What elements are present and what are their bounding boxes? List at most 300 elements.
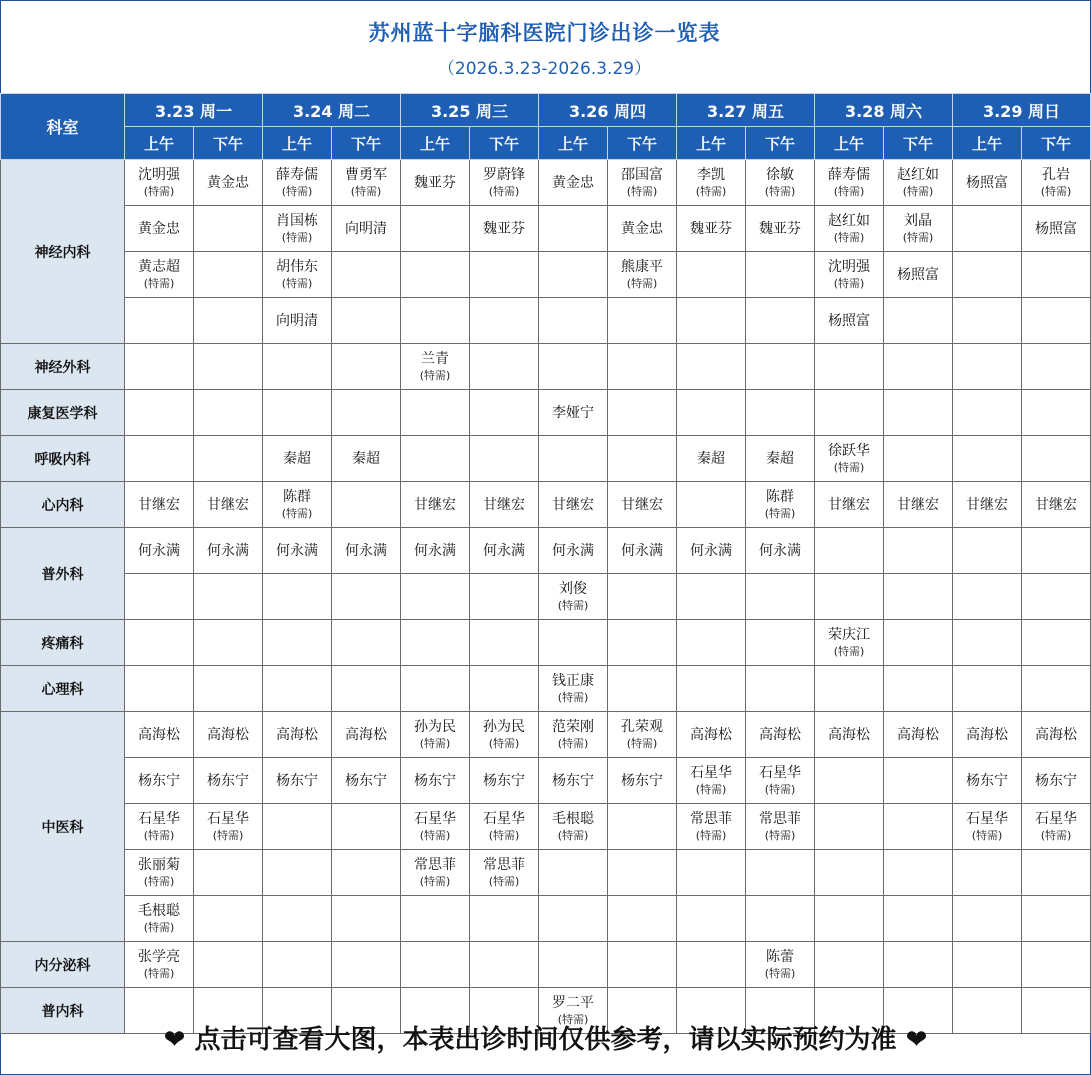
schedule-cell [884,896,953,942]
schedule-cell [815,206,884,252]
schedule-cell [263,666,332,712]
doctor-name: 石星华 [483,811,525,827]
special-clinic-tag: (特需) [419,829,451,842]
schedule-cell [125,482,194,528]
schedule-cell [401,482,470,528]
special-clinic-tag: (特需) [764,783,796,796]
doctor-name: 何永满 [345,542,387,559]
doctor-name: 常思菲 [414,857,456,873]
schedule-cell [194,252,263,298]
special-clinic-tag: (特需) [419,875,451,888]
schedule-cell [884,758,953,804]
doctor-name: 肖国栋 [276,213,318,229]
schedule-cell [1022,574,1091,620]
schedule-cell [953,574,1022,620]
department-label: 普外科 [1,528,125,620]
doctor-name: 甘继宏 [207,496,249,513]
schedule-cell [1022,482,1091,528]
schedule-cell [332,712,401,758]
schedule-cell [815,390,884,436]
doctor-name: 杨照富 [897,266,939,283]
half-day-header: 上午 [677,127,746,160]
schedule-cell [401,436,470,482]
schedule-cell [884,390,953,436]
schedule-cell [1022,712,1091,758]
schedule-cell [815,758,884,804]
schedule-cell [608,390,677,436]
doctor-name: 毛根聪 [552,811,594,827]
schedule-cell [953,528,1022,574]
special-clinic-tag: (特需) [764,967,796,980]
schedule-cell [470,574,539,620]
schedule-cell [125,666,194,712]
schedule-cell [746,666,815,712]
schedule-cell [194,482,263,528]
schedule-cell [470,942,539,988]
schedule-cell [194,666,263,712]
schedule-cell [884,344,953,390]
department-label: 普内科 [1,988,125,1034]
schedule-row [1,298,1091,344]
schedule-cell [194,298,263,344]
doctor-name: 兰青 [421,351,449,367]
department-label: 神经外科 [1,344,125,390]
schedule-cell [953,298,1022,344]
schedule-cell [953,344,1022,390]
schedule-cell [953,620,1022,666]
doctor-name: 杨东宁 [138,772,180,789]
schedule-cell [401,528,470,574]
doctor-name: 常思菲 [759,811,801,827]
special-clinic-tag: (特需) [833,231,865,244]
schedule-cell [332,298,401,344]
special-clinic-tag: (特需) [281,185,313,198]
day-header: 3.28 周六 [815,94,953,127]
day-header: 3.25 周三 [401,94,539,127]
schedule-cell [746,344,815,390]
schedule-cell [125,344,194,390]
half-day-header: 下午 [194,127,263,160]
doctor-name: 徐跃华 [828,443,870,459]
schedule-cell [539,758,608,804]
schedule-cell [125,160,194,206]
schedule-cell [746,298,815,344]
schedule-cell [263,206,332,252]
special-clinic-tag: (特需) [281,231,313,244]
day-header: 3.29 周日 [953,94,1091,127]
half-day-header: 上午 [401,127,470,160]
schedule-cell [332,758,401,804]
schedule-cell [953,390,1022,436]
schedule-cell [194,206,263,252]
schedule-cell [1022,390,1091,436]
special-clinic-tag: (特需) [143,967,175,980]
day-header-row [1,94,1091,127]
doctor-name: 向明清 [345,220,387,237]
schedule-cell [263,758,332,804]
schedule-cell [884,712,953,758]
half-day-header: 下午 [608,127,677,160]
schedule-cell [884,160,953,206]
schedule-cell [677,896,746,942]
schedule-cell [332,160,401,206]
schedule-cell [608,298,677,344]
schedule-cell [470,712,539,758]
schedule-cell [125,206,194,252]
doctor-name: 何永满 [621,542,663,559]
half-day-header: 上午 [815,127,884,160]
schedule-cell [263,482,332,528]
schedule-row [1,712,1091,758]
schedule-cell [332,804,401,850]
schedule-cell [263,896,332,942]
department-label: 心理科 [1,666,125,712]
schedule-cell [125,252,194,298]
schedule-cell [1022,160,1091,206]
schedule-row [1,666,1091,712]
schedule-cell [263,528,332,574]
schedule-cell [194,160,263,206]
special-clinic-tag: (特需) [557,829,589,842]
special-clinic-tag: (特需) [695,829,727,842]
schedule-cell [884,942,953,988]
doctor-name: 石星华 [207,811,249,827]
doctor-name: 甘继宏 [138,496,180,513]
half-day-header: 上午 [125,127,194,160]
half-day-header: 下午 [332,127,401,160]
doctor-name: 石星华 [1035,811,1077,827]
schedule-cell [125,574,194,620]
doctor-name: 何永满 [483,542,525,559]
schedule-cell [884,850,953,896]
special-clinic-tag: (特需) [143,829,175,842]
department-label: 呼吸内科 [1,436,125,482]
schedule-cell [125,804,194,850]
schedule-cell [884,252,953,298]
doctor-name: 高海松 [690,726,732,743]
schedule-cell [401,206,470,252]
schedule-cell [677,666,746,712]
schedule-cell [194,804,263,850]
day-header: 3.23 周一 [125,94,263,127]
doctor-name: 高海松 [897,726,939,743]
schedule-cell [539,896,608,942]
doctor-name: 常思菲 [690,811,732,827]
special-clinic-tag: (特需) [833,277,865,290]
special-clinic-tag: (特需) [695,783,727,796]
doctor-name: 甘继宏 [966,496,1008,513]
half-day-header: 下午 [746,127,815,160]
schedule-cell [125,850,194,896]
schedule-cell [263,850,332,896]
schedule-cell [608,528,677,574]
schedule-cell [263,298,332,344]
doctor-name: 李凯 [697,167,725,183]
schedule-cell [815,804,884,850]
schedule-cell [608,482,677,528]
schedule-row [1,528,1091,574]
schedule-cell [746,620,815,666]
schedule-cell [746,758,815,804]
schedule-cell [608,620,677,666]
schedule-cell [263,712,332,758]
doctor-name: 毛根聪 [138,903,180,919]
schedule-cell [884,528,953,574]
schedule-cell [332,620,401,666]
schedule-row [1,896,1091,942]
doctor-name: 杨东宁 [414,772,456,789]
schedule-cell [815,298,884,344]
doctor-name: 甘继宏 [828,496,870,513]
doctor-name: 孔荣观 [621,719,663,735]
schedule-cell [194,712,263,758]
schedule-cell [608,850,677,896]
doctor-name: 何永满 [690,542,732,559]
schedule-cell [470,482,539,528]
doctor-name: 杨东宁 [345,772,387,789]
schedule-cell [194,574,263,620]
schedule-cell [884,574,953,620]
schedule-cell [470,298,539,344]
doctor-name: 高海松 [345,726,387,743]
schedule-cell [677,942,746,988]
schedule-cell [125,942,194,988]
schedule-cell [815,528,884,574]
schedule-cell [539,574,608,620]
schedule-cell [332,344,401,390]
doctor-name: 秦超 [352,450,380,467]
schedule-cell [470,758,539,804]
schedule-cell [401,390,470,436]
special-clinic-tag: (特需) [557,737,589,750]
doctor-name: 甘继宏 [414,496,456,513]
schedule-cell [332,206,401,252]
schedule-cell [194,850,263,896]
special-clinic-tag: (特需) [695,185,727,198]
schedule-cell [815,436,884,482]
schedule-cell [539,942,608,988]
special-clinic-tag: (特需) [281,507,313,520]
doctor-name: 石星华 [138,811,180,827]
doctor-name: 甘继宏 [621,496,663,513]
doctor-name: 石星华 [966,811,1008,827]
doctor-name: 高海松 [759,726,801,743]
doctor-name: 高海松 [966,726,1008,743]
doctor-name: 何永满 [207,542,249,559]
dept-column-header: 科室 [1,94,125,160]
schedule-cell [608,436,677,482]
schedule-cell [746,804,815,850]
schedule-cell [677,758,746,804]
doctor-name: 赵红如 [897,167,939,183]
schedule-cell [539,344,608,390]
doctor-name: 荣庆江 [828,627,870,643]
schedule-cell [470,252,539,298]
schedule-cell [1022,252,1091,298]
schedule-cell [194,896,263,942]
schedule-cell [470,666,539,712]
doctor-name: 何永满 [759,542,801,559]
schedule-row [1,436,1091,482]
schedule-cell [263,252,332,298]
doctor-name: 高海松 [1035,726,1077,743]
schedule-cell [401,252,470,298]
schedule-cell [401,712,470,758]
special-clinic-tag: (特需) [281,277,313,290]
schedule-cell [608,344,677,390]
doctor-name: 胡伟东 [276,259,318,275]
schedule-cell [263,344,332,390]
schedule-cell [884,482,953,528]
schedule-cell [608,160,677,206]
doctor-name: 邵国富 [621,167,663,183]
schedule-cell [401,344,470,390]
special-clinic-tag: (特需) [557,691,589,704]
schedule-cell [332,896,401,942]
doctor-name: 何永满 [552,542,594,559]
schedule-cell [677,436,746,482]
schedule-cell [125,712,194,758]
schedule-cell [539,482,608,528]
half-day-header-row [1,127,1091,160]
schedule-cell [125,896,194,942]
schedule-cell [953,160,1022,206]
schedule-cell [815,482,884,528]
doctor-name: 钱正康 [552,673,594,689]
schedule-cell [815,344,884,390]
schedule-cell [401,298,470,344]
half-day-header: 下午 [470,127,539,160]
doctor-name: 罗蔚锋 [483,167,525,183]
schedule-cell [332,528,401,574]
day-header: 3.24 周二 [263,94,401,127]
schedule-cell [539,206,608,252]
schedule-cell [953,758,1022,804]
schedule-row [1,758,1091,804]
special-clinic-tag: (特需) [626,277,658,290]
doctor-name: 黄金忠 [552,174,594,191]
schedule-cell [470,528,539,574]
schedule-cell [884,206,953,252]
doctor-name: 刘晶 [904,213,932,229]
doctor-name: 杨照富 [828,312,870,329]
schedule-cell [677,804,746,850]
schedule-cell [608,896,677,942]
footer-text: 点击可查看大图，本表出诊时间仅供参考，请以实际预约为准 [194,1025,897,1055]
schedule-cell [539,252,608,298]
schedule-row [1,620,1091,666]
schedule-cell [677,252,746,298]
special-clinic-tag: (特需) [143,277,175,290]
schedule-cell [194,436,263,482]
schedule-cell [470,850,539,896]
doctor-name: 杨东宁 [552,772,594,789]
schedule-cell [677,620,746,666]
doctor-name: 李娅宁 [552,404,594,421]
schedule-cell [1022,850,1091,896]
schedule-cell [815,574,884,620]
doctor-name: 孙为民 [414,719,456,735]
schedule-cell [263,160,332,206]
department-label: 中医科 [1,712,125,942]
doctor-name: 沈明强 [828,259,870,275]
schedule-cell [401,666,470,712]
schedule-cell [746,436,815,482]
doctor-name: 陈群 [283,489,311,505]
schedule-cell [125,620,194,666]
schedule-cell [539,850,608,896]
special-clinic-tag: (特需) [764,185,796,198]
half-day-header: 上午 [539,127,608,160]
doctor-name: 高海松 [828,726,870,743]
schedule-cell [953,252,1022,298]
schedule-cell [401,804,470,850]
schedule-row [1,390,1091,436]
special-clinic-tag: (特需) [1040,185,1072,198]
doctor-name: 高海松 [138,726,180,743]
doctor-name: 罗二平 [552,995,594,1011]
doctor-name: 石星华 [690,765,732,781]
schedule-cell [470,804,539,850]
doctor-name: 石星华 [759,765,801,781]
schedule-row [1,344,1091,390]
schedule-cell [677,390,746,436]
special-clinic-tag: (特需) [143,875,175,888]
schedule-cell [332,436,401,482]
footer-notice[interactable] [0,1008,1091,1072]
department-label: 心内科 [1,482,125,528]
schedule-cell [125,390,194,436]
schedule-cell [194,528,263,574]
schedule-cell [1022,344,1091,390]
doctor-name: 何永满 [276,542,318,559]
schedule-cell [539,620,608,666]
schedule-cell [953,804,1022,850]
schedule-cell [401,942,470,988]
doctor-name: 甘继宏 [897,496,939,513]
doctor-name: 孙为民 [483,719,525,735]
schedule-cell [194,390,263,436]
special-clinic-tag: (特需) [419,737,451,750]
doctor-name: 张学亮 [138,949,180,965]
schedule-cell [953,942,1022,988]
doctor-name: 魏亚芬 [414,174,456,191]
schedule-cell [746,390,815,436]
schedule-cell [608,942,677,988]
schedule-cell [125,298,194,344]
special-clinic-tag: (特需) [764,829,796,842]
schedule-cell [1022,436,1091,482]
schedule-cell [263,390,332,436]
schedule-cell [401,758,470,804]
schedule-row [1,804,1091,850]
schedule-cell [608,758,677,804]
schedule-row [1,252,1091,298]
schedule-cell [953,712,1022,758]
doctor-name: 高海松 [276,726,318,743]
schedule-cell [608,252,677,298]
schedule-cell [263,436,332,482]
special-clinic-tag: (特需) [1040,829,1072,842]
special-clinic-tag: (特需) [488,875,520,888]
special-clinic-tag: (特需) [764,507,796,520]
schedule-cell [884,436,953,482]
schedule-cell [332,482,401,528]
schedule-cell [815,850,884,896]
day-header: 3.27 周五 [677,94,815,127]
schedule-cell [263,804,332,850]
doctor-name: 秦超 [766,450,794,467]
